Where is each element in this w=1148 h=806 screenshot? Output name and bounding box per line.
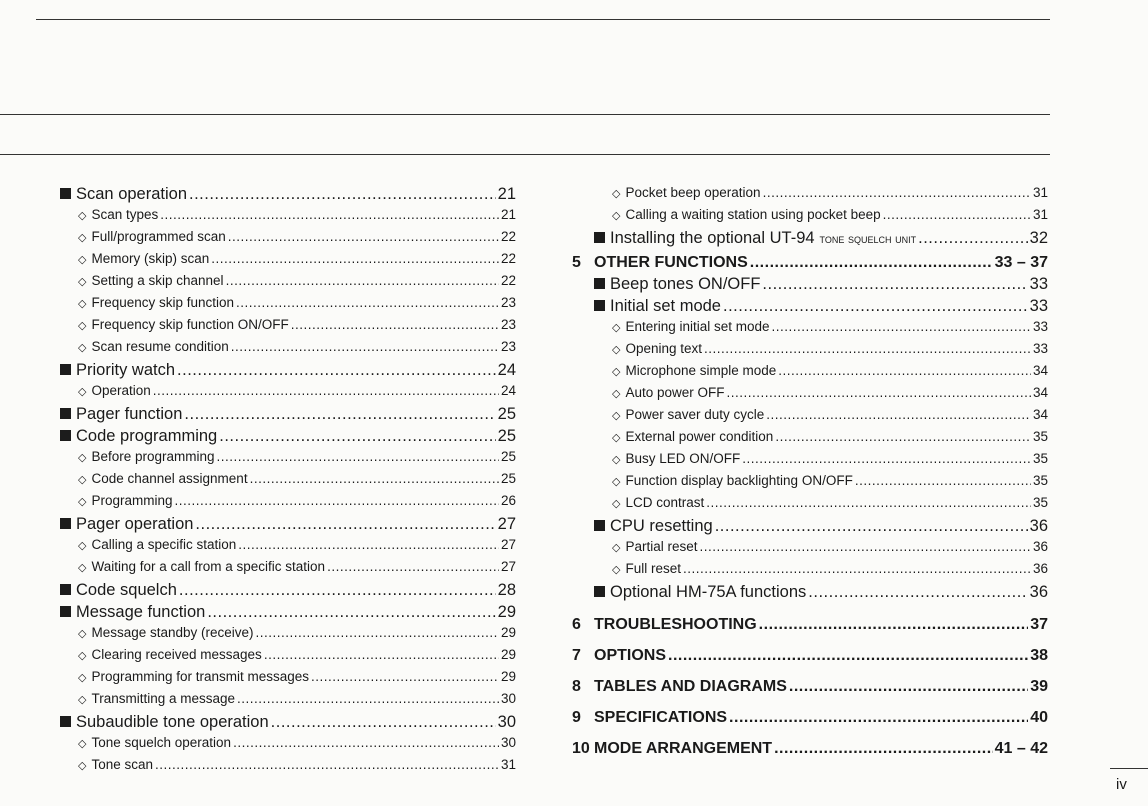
dot-leader	[211, 251, 499, 266]
entry-title: Scan resume condition	[91, 339, 229, 354]
toc-entry[interactable]	[60, 515, 516, 537]
diamond-bullet-icon: ◇	[78, 452, 87, 464]
toc-entry[interactable]	[60, 185, 516, 207]
section-title: OTHER FUNCTIONS	[594, 254, 748, 271]
dot-leader	[808, 583, 1027, 602]
entry-title: External power condition	[625, 429, 774, 444]
toc-right-column	[572, 185, 1048, 764]
diamond-bullet-icon: ◇	[78, 210, 87, 222]
page-number-rule	[1110, 768, 1148, 769]
entry-title: Busy LED ON/OFF	[625, 451, 741, 466]
dot-leader	[706, 495, 1031, 510]
entry-page: 28	[497, 581, 516, 599]
dot-leader	[668, 640, 1028, 671]
entry-title: Initial set mode	[610, 297, 721, 315]
toc-subentry[interactable]	[60, 273, 516, 295]
entry-title: Message function	[76, 603, 206, 621]
entry-page: 29	[497, 603, 516, 621]
entry-page: 36	[1032, 539, 1048, 554]
toc-subentry[interactable]	[572, 407, 1048, 429]
square-bullet-icon	[60, 716, 71, 727]
dot-leader	[327, 559, 499, 574]
dot-leader	[759, 609, 1029, 640]
dot-leader	[291, 317, 499, 332]
section-title: SPECIFICATIONS	[594, 709, 728, 726]
entry-title: Tone squelch operation	[91, 735, 232, 750]
diamond-bullet-icon: ◇	[612, 366, 621, 378]
entry-title: Opening text	[625, 341, 703, 356]
entry-title: Function display backlighting ON/OFF	[625, 473, 853, 488]
toc-subentry[interactable]	[572, 473, 1048, 495]
diamond-bullet-icon: ◇	[78, 628, 87, 640]
entry-title: Calling a specific station	[91, 537, 237, 552]
diamond-bullet-icon: ◇	[612, 432, 621, 444]
toc-section-5[interactable]	[572, 251, 1048, 275]
entry-page: 25	[497, 427, 516, 445]
entry-page: 26	[500, 493, 516, 508]
entry-page: 35	[1032, 495, 1048, 510]
entry-page: 23	[500, 317, 516, 332]
toc-subentry[interactable]	[572, 495, 1048, 517]
dot-leader	[177, 361, 496, 380]
toc-subentry[interactable]	[60, 317, 516, 339]
diamond-bullet-icon: ◇	[78, 276, 87, 288]
section-page: 37	[1030, 616, 1048, 633]
dot-leader	[271, 713, 496, 732]
square-bullet-icon	[594, 586, 605, 597]
dot-leader	[238, 537, 499, 552]
dot-leader	[729, 702, 1028, 733]
toc-subentry[interactable]	[60, 383, 516, 405]
entry-title: Full/programmed scan	[91, 229, 226, 244]
dot-leader	[195, 515, 495, 534]
diamond-bullet-icon: ◇	[612, 454, 621, 466]
section-title: MODE ARRANGEMENT	[594, 740, 773, 757]
dot-leader	[774, 733, 993, 764]
square-bullet-icon	[594, 300, 605, 311]
dot-leader	[883, 207, 1031, 222]
toc-subentry[interactable]	[60, 229, 516, 251]
diamond-bullet-icon: ◇	[78, 342, 87, 354]
entry-page: 21	[500, 207, 516, 222]
entry-title: Subaudible tone operation	[76, 713, 269, 731]
square-bullet-icon	[594, 278, 605, 289]
diamond-bullet-icon: ◇	[78, 254, 87, 266]
toc-subentry[interactable]	[60, 251, 516, 273]
entry-title: Entering initial set mode	[625, 319, 770, 334]
toc-entry[interactable]	[60, 361, 516, 383]
square-bullet-icon	[60, 188, 71, 199]
entry-title: Optional HM-75A functions	[610, 583, 807, 601]
entry-page: 30	[500, 691, 516, 706]
entry-page: 29	[500, 625, 516, 640]
toc-subentry[interactable]	[60, 449, 516, 471]
entry-page: 29	[500, 647, 516, 662]
diamond-bullet-icon: ◇	[612, 388, 621, 400]
dot-leader	[233, 735, 499, 750]
diamond-bullet-icon: ◇	[612, 210, 621, 222]
diamond-bullet-icon: ◇	[78, 540, 87, 552]
entry-page: 34	[1032, 363, 1048, 378]
section-page: 39	[1030, 678, 1048, 695]
toc-section-8[interactable]	[572, 671, 1048, 702]
dot-leader	[217, 449, 499, 464]
section-number: 5	[572, 254, 581, 271]
entry-page: 33	[1032, 341, 1048, 356]
square-bullet-icon	[60, 430, 71, 441]
entry-title: Programming for transmit messages	[91, 669, 310, 684]
dot-leader	[236, 295, 499, 310]
entry-page: 23	[500, 295, 516, 310]
dot-leader	[855, 473, 1031, 488]
toc-subentry[interactable]	[60, 295, 516, 317]
toc-section-10[interactable]	[572, 733, 1048, 764]
entry-page: 22	[500, 229, 516, 244]
toc-left-column	[60, 185, 516, 779]
toc-subentry[interactable]	[60, 669, 516, 691]
square-bullet-icon	[60, 408, 71, 419]
section-page: 41 – 42	[994, 740, 1048, 757]
entry-page: 30	[497, 713, 516, 731]
dot-leader	[160, 207, 499, 222]
dot-leader	[778, 363, 1031, 378]
entry-page: 33	[1029, 297, 1048, 315]
diamond-bullet-icon: ◇	[612, 542, 621, 554]
entry-title: Programming	[91, 493, 173, 508]
section-number: 7	[572, 647, 581, 664]
middle-rule	[0, 114, 1050, 115]
diamond-bullet-icon: ◇	[612, 410, 621, 422]
dot-leader	[700, 539, 1031, 554]
entry-page: 34	[1032, 385, 1048, 400]
toc-subentry[interactable]	[572, 561, 1048, 583]
entry-page: 36	[1032, 561, 1048, 576]
dot-leader	[189, 185, 496, 204]
toc-subentry[interactable]	[572, 539, 1048, 561]
entry-title: Pager function	[76, 405, 183, 423]
square-bullet-icon	[60, 518, 71, 529]
entry-page: 22	[500, 273, 516, 288]
entry-title: Microphone simple mode	[625, 363, 777, 378]
toc-entry[interactable]	[60, 405, 516, 427]
entry-title: LCD contrast	[625, 495, 705, 510]
entry-title: Waiting for a call from a specific station	[91, 559, 326, 574]
toc-entry[interactable]	[60, 603, 516, 625]
entry-page: 27	[500, 537, 516, 552]
toc-entry[interactable]	[572, 583, 1048, 605]
toc-subentry[interactable]	[60, 757, 516, 779]
entry-page: 35	[1032, 473, 1048, 488]
toc-entry[interactable]	[60, 581, 516, 603]
toc-entry[interactable]	[572, 275, 1048, 297]
entry-title: Frequency skip function	[91, 295, 235, 310]
dot-leader	[155, 757, 499, 772]
entry-title: Pager operation	[76, 515, 194, 533]
dot-leader	[715, 517, 1028, 536]
dot-leader	[742, 451, 1031, 466]
square-bullet-icon	[60, 584, 71, 595]
entry-page: 21	[497, 185, 516, 203]
section-number: 8	[572, 678, 581, 695]
toc-subentry[interactable]	[60, 735, 516, 757]
diamond-bullet-icon: ◇	[78, 738, 87, 750]
section-page: 33 – 37	[994, 254, 1048, 271]
entry-title-smallcaps: tone squelch unit	[819, 231, 917, 246]
top-rule	[36, 19, 1050, 20]
dot-leader	[762, 275, 1027, 294]
entry-page: 27	[500, 559, 516, 574]
entry-title: Operation	[91, 383, 151, 398]
dot-leader	[772, 319, 1031, 334]
entry-page: 27	[497, 515, 516, 533]
entry-title: Tone scan	[91, 757, 154, 772]
dot-leader	[311, 669, 499, 684]
dot-leader	[231, 339, 499, 354]
diamond-bullet-icon: ◇	[78, 694, 87, 706]
entry-page: 25	[500, 449, 516, 464]
dot-leader	[228, 229, 499, 244]
dot-leader	[207, 603, 495, 622]
dot-leader	[264, 647, 499, 662]
toc-entry[interactable]	[60, 713, 516, 735]
entry-page: 25	[497, 405, 516, 423]
entry-title: Message standby (receive)	[91, 625, 254, 640]
section-number: 10	[572, 740, 590, 757]
diamond-bullet-icon: ◇	[78, 672, 87, 684]
entry-title: Auto power OFF	[625, 385, 725, 400]
dot-leader	[918, 229, 1028, 248]
entry-title: Setting a skip channel	[91, 273, 224, 288]
toc-subentry[interactable]	[60, 339, 516, 361]
entry-title: Scan operation	[76, 185, 187, 203]
diamond-bullet-icon: ◇	[78, 320, 87, 332]
toc-subentry[interactable]	[572, 429, 1048, 451]
entry-page: 29	[500, 669, 516, 684]
entry-page: 33	[1032, 319, 1048, 334]
entry-title: Power saver duty cycle	[625, 407, 765, 422]
dot-leader	[723, 297, 1028, 316]
entry-title: Code programming	[76, 427, 218, 445]
diamond-bullet-icon: ◇	[78, 650, 87, 662]
toc-subentry[interactable]	[60, 691, 516, 713]
entry-title: Priority watch	[76, 361, 176, 379]
entry-title: Installing the optional UT-94	[610, 229, 815, 247]
section-number: 9	[572, 709, 581, 726]
dot-leader	[179, 581, 496, 600]
toc-subentry[interactable]	[60, 493, 516, 515]
toc-subentry[interactable]	[572, 185, 1048, 207]
entry-title: Partial reset	[625, 539, 698, 554]
toc-entry[interactable]	[572, 229, 1048, 251]
square-bullet-icon	[60, 364, 71, 375]
entry-page: 36	[1029, 583, 1048, 601]
dot-leader	[683, 561, 1031, 576]
section-title: TROUBLESHOOTING	[594, 616, 757, 633]
diamond-bullet-icon: ◇	[78, 496, 87, 508]
entry-page: 30	[500, 735, 516, 750]
page-number: iv	[1116, 776, 1127, 793]
dot-leader	[153, 383, 499, 398]
toc-subentry[interactable]	[572, 319, 1048, 341]
diamond-bullet-icon: ◇	[78, 760, 87, 772]
toc-subentry[interactable]	[572, 385, 1048, 407]
entry-page: 24	[497, 361, 516, 379]
toc-subentry[interactable]	[60, 647, 516, 669]
toc-subentry[interactable]	[60, 207, 516, 229]
entry-title: Transmitting a message	[91, 691, 236, 706]
dot-leader	[237, 691, 499, 706]
entry-page: 32	[1029, 229, 1048, 247]
toc-subentry[interactable]	[60, 471, 516, 493]
entry-page: 34	[1032, 407, 1048, 422]
toc-section-9[interactable]	[572, 702, 1048, 733]
section-title: TABLES AND DIAGRAMS	[594, 678, 787, 695]
section-page: 40	[1030, 709, 1048, 726]
dot-leader	[184, 405, 495, 424]
dot-leader	[775, 429, 1031, 444]
diamond-bullet-icon: ◇	[78, 562, 87, 574]
section-number: 6	[572, 616, 581, 633]
lower-rule	[0, 154, 1050, 155]
entry-page: 31	[1032, 207, 1048, 222]
section-page: 38	[1030, 647, 1048, 664]
entry-title: Before programming	[91, 449, 215, 464]
toc-subentry[interactable]	[572, 363, 1048, 385]
dot-leader	[256, 625, 499, 640]
square-bullet-icon	[60, 606, 71, 617]
entry-title: Clearing received messages	[91, 647, 262, 662]
diamond-bullet-icon: ◇	[78, 232, 87, 244]
entry-page: 35	[1032, 429, 1048, 444]
toc-subentry[interactable]	[60, 625, 516, 647]
toc-entry[interactable]	[60, 427, 516, 449]
diamond-bullet-icon: ◇	[612, 498, 621, 510]
entry-title: Code channel assignment	[91, 471, 248, 486]
entry-page: 36	[1029, 517, 1048, 535]
entry-title: Code squelch	[76, 581, 177, 599]
diamond-bullet-icon: ◇	[612, 476, 621, 488]
toc-subentry[interactable]	[572, 207, 1048, 229]
entry-page: 31	[500, 757, 516, 772]
entry-page: 35	[1032, 451, 1048, 466]
entry-title: Calling a waiting station using pocket beep	[625, 207, 881, 222]
entry-title: Full reset	[625, 561, 681, 576]
dot-leader	[789, 671, 1028, 702]
dot-leader	[727, 385, 1031, 400]
entry-page: 22	[500, 251, 516, 266]
toc-subentry[interactable]	[60, 559, 516, 581]
diamond-bullet-icon: ◇	[612, 322, 621, 334]
toc-entry[interactable]	[572, 297, 1048, 319]
entry-page: 33	[1029, 275, 1048, 293]
dot-leader	[750, 251, 993, 275]
entry-title: Memory (skip) scan	[91, 251, 210, 266]
toc-subentry[interactable]	[572, 451, 1048, 473]
diamond-bullet-icon: ◇	[78, 386, 87, 398]
entry-title: Beep tones ON/OFF	[610, 275, 761, 293]
dot-leader	[219, 427, 495, 446]
diamond-bullet-icon: ◇	[612, 188, 621, 200]
dot-leader	[250, 471, 499, 486]
dot-leader	[226, 273, 499, 288]
toc-section-7[interactable]	[572, 640, 1048, 671]
diamond-bullet-icon: ◇	[78, 474, 87, 486]
entry-page: 24	[500, 383, 516, 398]
entry-title: Scan types	[91, 207, 159, 222]
entry-page: 25	[500, 471, 516, 486]
entry-title: Pocket beep operation	[625, 185, 761, 200]
diamond-bullet-icon: ◇	[612, 564, 621, 576]
toc-section-6[interactable]	[572, 609, 1048, 640]
dot-leader	[175, 493, 499, 508]
square-bullet-icon	[594, 520, 605, 531]
entry-title: Frequency skip function ON/OFF	[91, 317, 289, 332]
diamond-bullet-icon: ◇	[78, 298, 87, 310]
dot-leader	[766, 407, 1031, 422]
toc-entry[interactable]	[572, 517, 1048, 539]
dot-leader	[704, 341, 1031, 356]
toc-subentry[interactable]	[60, 537, 516, 559]
toc-subentry[interactable]	[572, 341, 1048, 363]
section-title: OPTIONS	[594, 647, 667, 664]
dot-leader	[763, 185, 1031, 200]
entry-page: 31	[1032, 185, 1048, 200]
diamond-bullet-icon: ◇	[612, 344, 621, 356]
entry-page: 23	[500, 339, 516, 354]
square-bullet-icon	[594, 232, 605, 243]
entry-title: CPU resetting	[610, 517, 713, 535]
